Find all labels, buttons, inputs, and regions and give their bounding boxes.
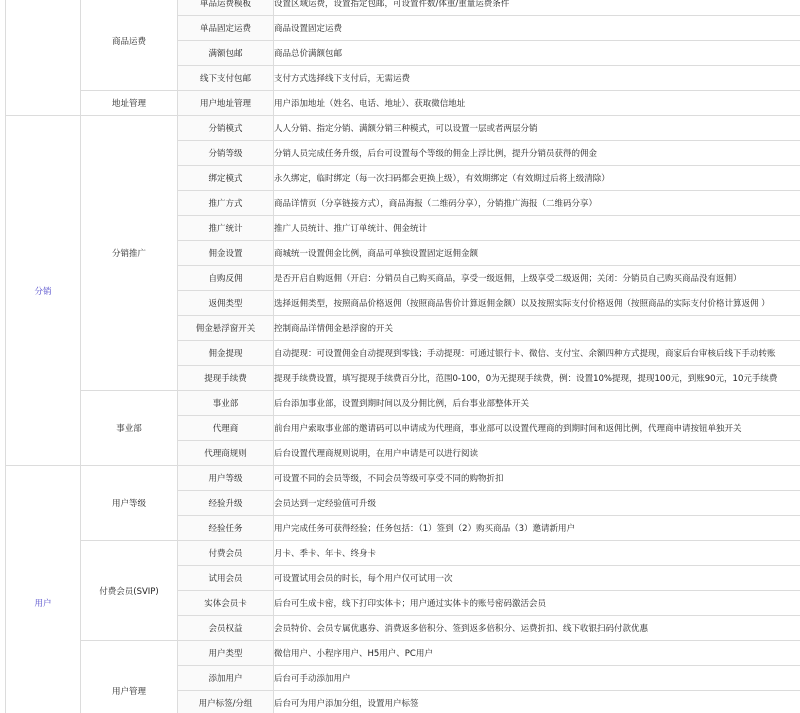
feature-name-cell: 付费会员 [178,541,274,566]
feature-description-cell: 永久绑定，临时绑定（每一次扫码都会更换上级），有效期绑定（有效期过后将上级清除） [274,166,800,191]
feature-description-cell: 支付方式选择线下支付后，无需运费 [274,66,800,91]
feature-description-cell: 后台可为用户添加分组，设置用户标签 [274,691,800,713]
feature-name-cell: 添加用户 [178,666,274,691]
feature-name-cell: 会员权益 [178,616,274,641]
table-row [6,391,800,416]
table-row [6,116,800,141]
feature-description-cell: 月卡、季卡、年卡、终身卡 [274,541,800,566]
table-row [6,91,800,116]
feature-name-cell: 佣金提现 [178,341,274,366]
feature-name-cell: 佣金设置 [178,241,274,266]
feature-name-cell: 推广统计 [178,216,274,241]
feature-description-cell: 前台用户索取事业部的邀请码可以申请成为代理商，事业部可以设置代理商的到期时间和返佣比例，代理商申请按钮单独开关 [274,416,800,441]
feature-description-cell: 后台可手动添加用户 [274,666,800,691]
feature-description-cell: 后台添加事业部，设置到期时间以及分佣比例，后台事业部整体开关 [274,391,800,416]
feature-description-cell: 可设置试用会员的时长，每个用户仅可试用一次 [274,566,800,591]
feature-description-cell: 选择返佣类型，按照商品价格返佣（按照商品售价计算返佣金额）以及按照实际支付价格返佣（按照商品的实际支付价格计算返佣 ） [274,291,800,316]
feature-name-cell: 单品运费模板 [178,0,274,16]
feature-name-cell: 线下支付包邮 [178,66,274,91]
feature-description-cell: 提现手续费设置，填写提现手续费百分比，范围0-100，0为无提现手续费，例：设置10%提现，提现100元，到账90元，10元手续费 [274,366,800,391]
feature-description-cell: 后台设置代理商规则说明，在用户申请是可以进行阅读 [274,441,800,466]
subgroup-cell: 付费会员(SVIP) [81,541,178,641]
feature-description-cell: 控制商品详情佣金悬浮窗的开关 [274,316,800,341]
feature-spec-table [5,0,800,713]
feature-description-cell: 人人分销、指定分销、满额分销三种模式，可以设置一层或者两层分销 [274,116,800,141]
feature-name-cell: 代理商 [178,416,274,441]
feature-name-cell: 经验升级 [178,491,274,516]
subgroup-cell: 用户管理 [81,641,178,713]
table-row [6,541,800,566]
feature-name-cell: 绑定模式 [178,166,274,191]
feature-name-cell: 自购反佣 [178,266,274,291]
feature-description-cell: 商品详情页（分享链接方式），商品海报（二维码分享），分销推广海报（二维码分享） [274,191,800,216]
feature-name-cell: 满额包邮 [178,41,274,66]
feature-description-cell: 是否开启自购返佣（开启：分销员自己购买商品，享受一级返佣，上级享受二级返佣；关闭：分销员自己购买商品没有返佣） [274,266,800,291]
feature-description-cell: 分销人员完成任务升级，后台可设置每个等级的佣金上浮比例，提升分销员获得的佣金 [274,141,800,166]
feature-name-cell: 代理商规则 [178,441,274,466]
feature-description-cell: 商品总价满额包邮 [274,41,800,66]
feature-description-cell: 可设置不同的会员等级，不同会员等级可享受不同的购物折扣 [274,466,800,491]
feature-name-cell: 用户地址管理 [178,91,274,116]
category-cell: 用户 [6,466,81,713]
category-cell: 分销 [6,116,81,466]
feature-description-cell: 设置区域运费，设置指定包邮，可设置件数/体重/重量运费条件 [274,0,800,16]
feature-name-cell: 推广方式 [178,191,274,216]
subgroup-cell: 事业部 [81,391,178,466]
feature-name-cell: 试用会员 [178,566,274,591]
feature-name-cell: 提现手续费 [178,366,274,391]
feature-name-cell: 事业部 [178,391,274,416]
feature-name-cell: 用户类型 [178,641,274,666]
feature-spec-table-body [6,0,800,713]
feature-description-cell: 用户添加地址（姓名、电话、地址）、获取微信地址 [274,91,800,116]
feature-description-cell: 自动提现：可设置佣金自动提现到零钱；手动提现：可通过银行卡、微信、支付宝、余额四种方式提现，商家后台审核后线下手动转账 [274,341,800,366]
feature-name-cell: 实体会员卡 [178,591,274,616]
feature-name-cell: 佣金悬浮窗开关 [178,316,274,341]
feature-description-cell: 商城统一设置佣金比例，商品可单独设置固定返佣金额 [274,241,800,266]
feature-description-cell: 微信用户、小程序用户、H5用户、PC用户 [274,641,800,666]
feature-description-cell: 会员达到一定经验值可升级 [274,491,800,516]
table-row [6,0,800,16]
feature-name-cell: 经验任务 [178,516,274,541]
feature-name-cell: 返佣类型 [178,291,274,316]
feature-name-cell: 用户标签/分组 [178,691,274,713]
table-row [6,466,800,491]
subgroup-cell: 用户等级 [81,466,178,541]
subgroup-cell: 商品运费 [81,0,178,91]
feature-description-cell: 会员特价、会员专属优惠券、消费返多倍积分、签到返多倍积分、运费折扣、线下收银扫码付款优惠 [274,616,800,641]
feature-description-cell: 后台可生成卡密，线下打印实体卡；用户通过实体卡的账号密码激活会员 [274,591,800,616]
subgroup-cell: 分销推广 [81,116,178,391]
feature-name-cell: 分销等级 [178,141,274,166]
subgroup-cell: 地址管理 [81,91,178,116]
feature-description-cell: 商品设置固定运费 [274,16,800,41]
feature-description-cell: 推广人员统计、推广订单统计、佣金统计 [274,216,800,241]
feature-description-cell: 用户完成任务可获得经验；任务包括：（1）签到（2）购买商品（3）邀请新用户 [274,516,800,541]
table-row [6,641,800,666]
category-cell [6,0,81,116]
feature-name-cell: 用户等级 [178,466,274,491]
feature-name-cell: 单品固定运费 [178,16,274,41]
feature-name-cell: 分销模式 [178,116,274,141]
